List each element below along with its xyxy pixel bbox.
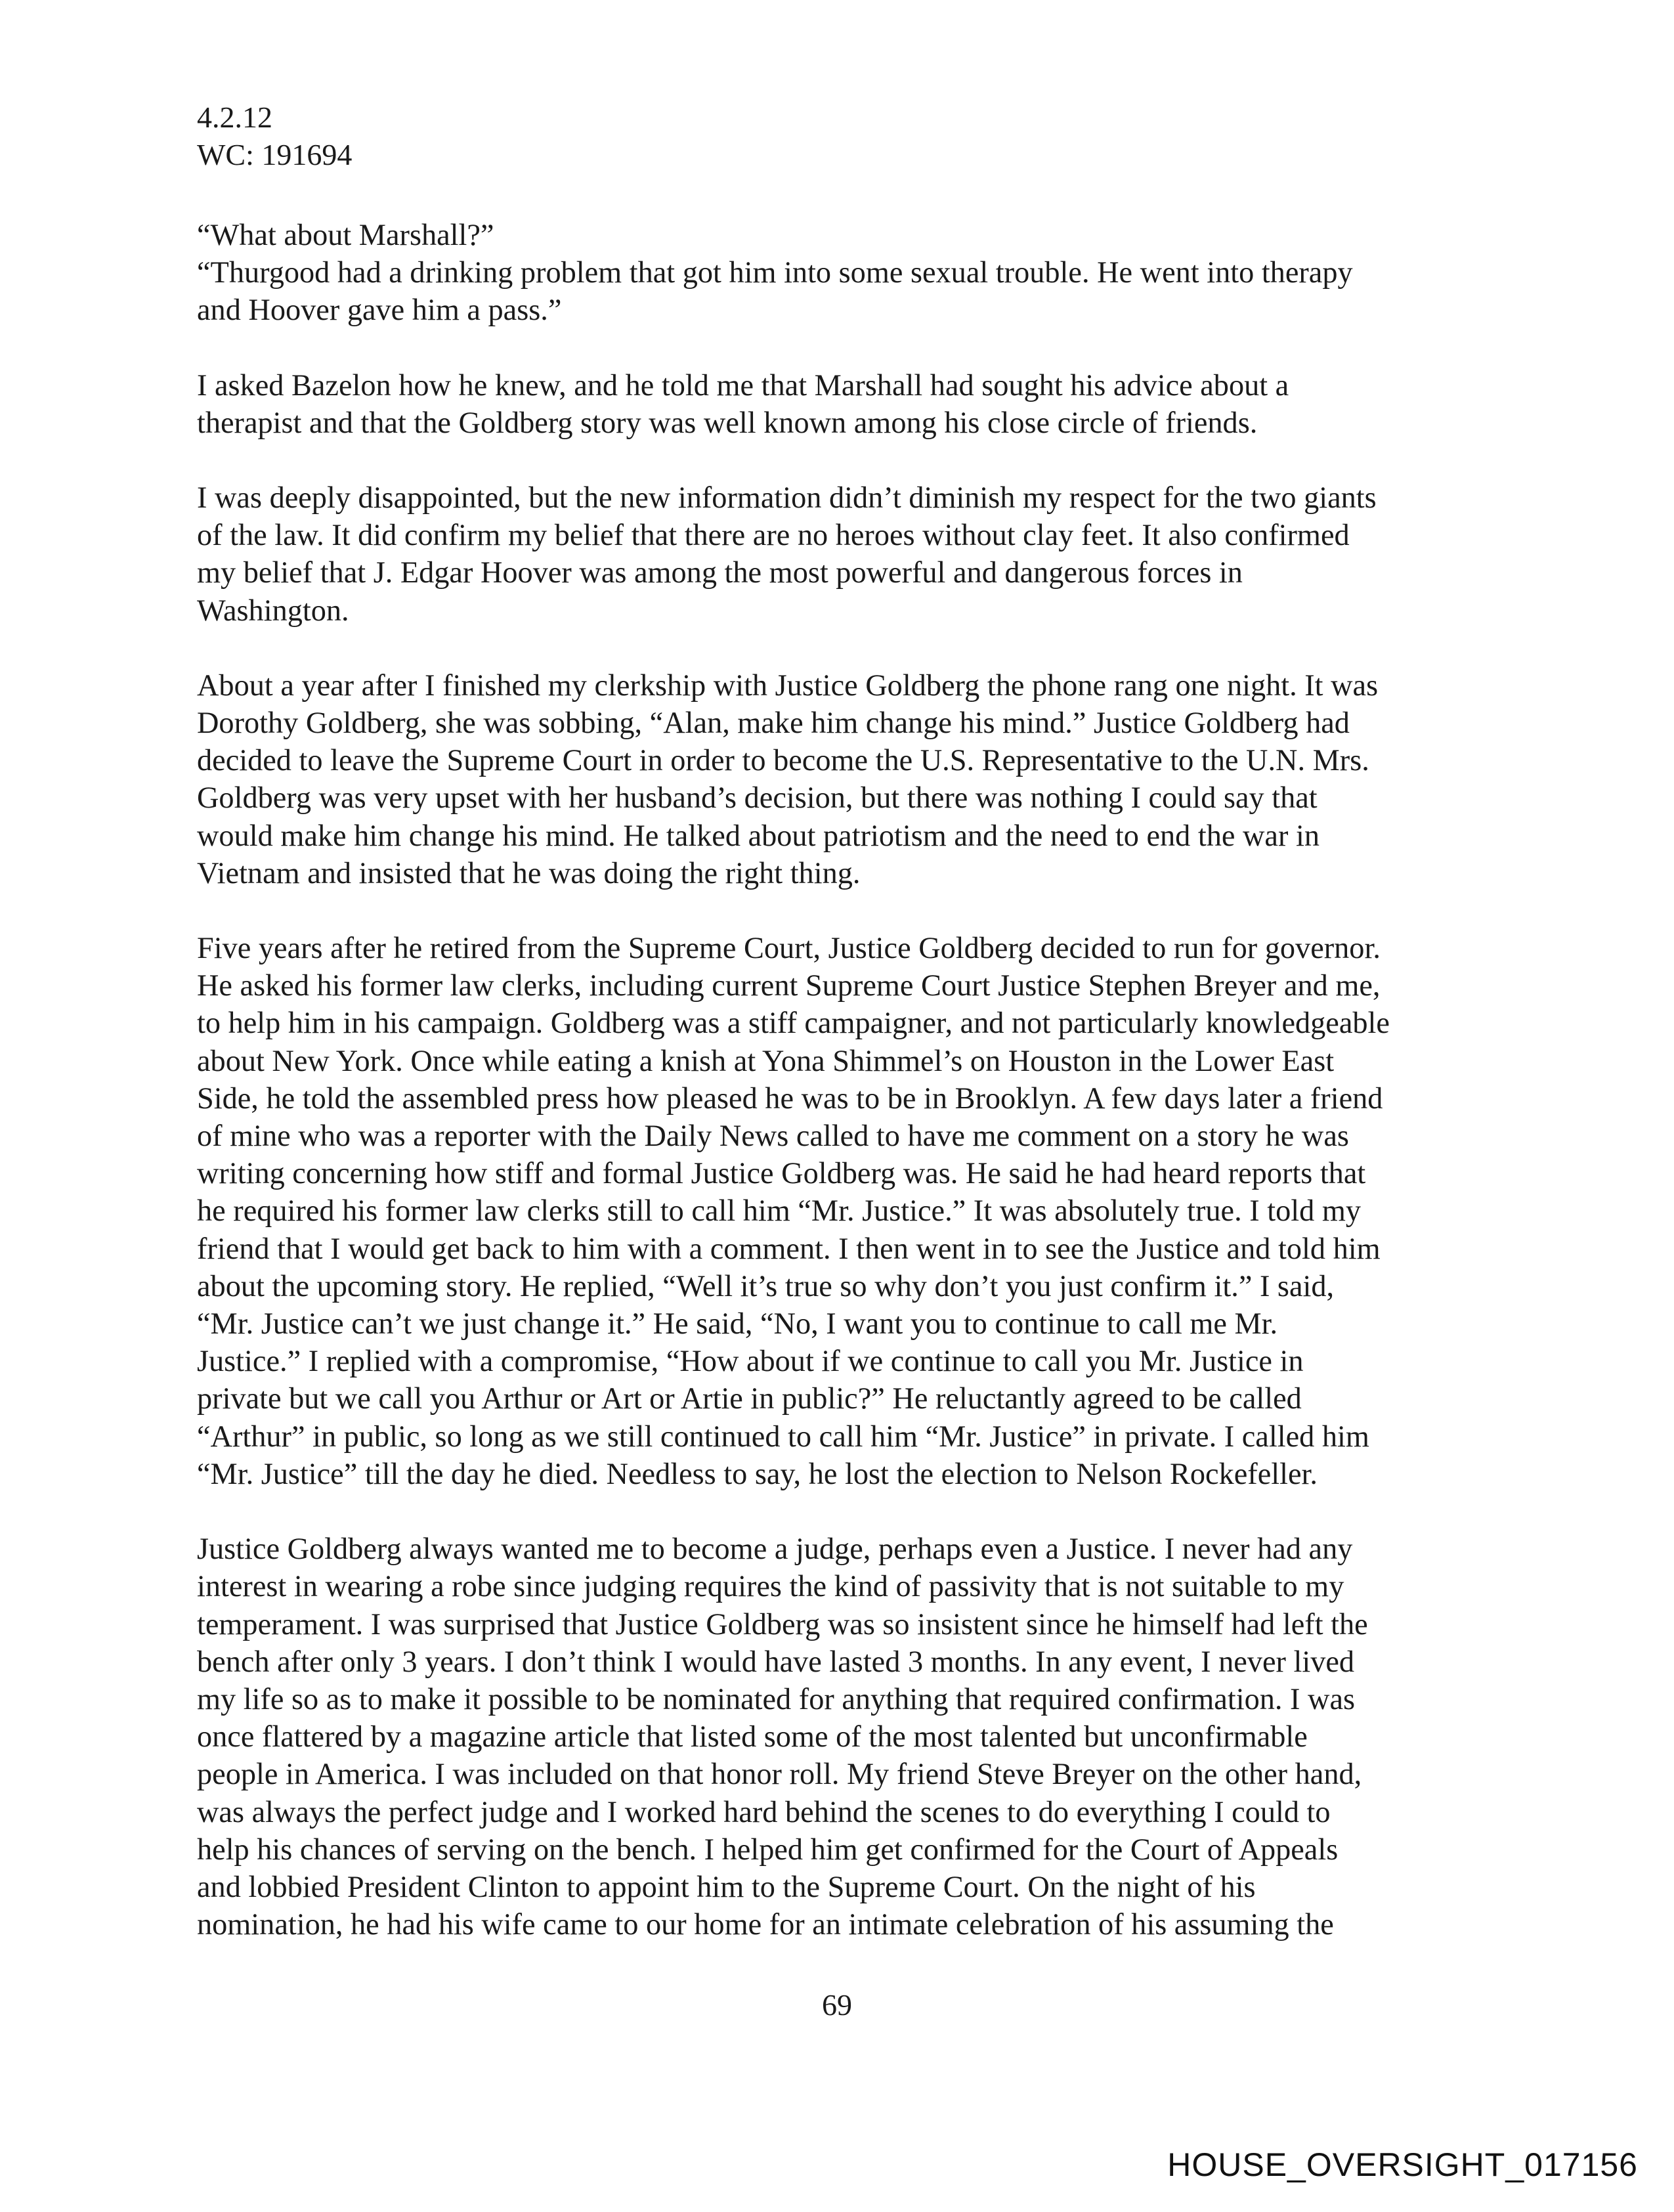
paragraph [197, 1530, 1477, 1943]
text-line: my belief that J. Edgar Hoover was among the most powerful and dangerous forces in [197, 556, 1243, 590]
paragraph [197, 367, 1477, 442]
text-line: Justice Goldberg always wanted me to become a judge, perhaps even a Justice. I never had any [197, 1532, 1353, 1567]
text-line: about the upcoming story. He replied, “Well it’s true so why don’t you just confirm it.” I said, [197, 1269, 1335, 1303]
text-line: was always the perfect judge and I worked hard behind the scenes to do everything I could to [197, 1795, 1331, 1829]
text-line: Washington. [197, 594, 349, 628]
text-line: About a year after I finished my clerkship with Justice Goldberg the phone rang one night. It was [197, 668, 1379, 703]
text-line: “Mr. Justice can’t we just change it.” He said, “No, I want you to continue to call me Mr. [197, 1307, 1278, 1341]
text-line: writing concerning how stiff and formal Justice Goldberg was. He said he had heard reports that [197, 1157, 1366, 1191]
paragraph [197, 479, 1477, 630]
text-line: about New York. Once while eating a knish at Yona Shimmel’s on Houston in the Lower East [197, 1044, 1335, 1078]
text-line: “What about Marshall?” [197, 219, 494, 252]
text-line: of mine who was a reporter with the Daily News called to have me comment on a story he was [197, 1119, 1349, 1154]
text-line: Justice.” I replied with a compromise, “How about if we continue to call you Mr. Justice in [197, 1345, 1304, 1379]
text-line: bench after only 3 years. I don’t think I would have lasted 3 months. In any event, I never lived [197, 1645, 1355, 1679]
text-line: I asked Bazelon how he knew, and he told me that Marshall had sought his advice about a [197, 368, 1289, 402]
document-body [197, 217, 1477, 1981]
text-line: would make him change his mind. He talked about patriotism and the need to end the war in [197, 819, 1320, 853]
text-line: “Arthur” in public, so long as we still continued to call him “Mr. Justice” in private. I called him [197, 1420, 1369, 1454]
text-line: nomination, he had his wife came to our home for an intimate celebration of his assuming the [197, 1908, 1334, 1942]
text-line: help his chances of serving on the bench. I helped him get confirmed for the Court of Appeals [197, 1832, 1339, 1867]
paragraph [197, 667, 1477, 892]
text-line: private but we call you Arthur or Art or Artie in public?” He reluctantly agreed to be called [197, 1382, 1302, 1416]
text-line: “Thurgood had a drinking problem that got him into some sexual trouble. He went into therapy [197, 256, 1353, 290]
text-line: therapist and that the Goldberg story was well known among his close circle of friends. [197, 406, 1258, 440]
text-line: my life so as to make it possible to be nominated for anything that required confirmation. I was [197, 1682, 1356, 1716]
paragraph [197, 930, 1477, 1493]
text-line: people in America. I was included on that honor roll. My friend Steve Breyer on the other hand, [197, 1758, 1362, 1792]
text-line: interest in wearing a robe since judging requires the kind of passivity that is not suitable to my [197, 1570, 1344, 1604]
text-line: decided to leave the Supreme Court in order to become the U.S. Representative to the U.N. Mrs. [197, 744, 1369, 778]
text-line: once flattered by a magazine article that listed some of the most talented but unconfirmable [197, 1720, 1308, 1754]
text-line: to help him in his campaign. Goldberg was a stiff campaigner, and not particularly knowledgeable [197, 1007, 1390, 1041]
draft-date: 4.2.12 [197, 100, 272, 134]
text-line: of the law. It did confirm my belief that there are no heroes without clay feet. It also confirmed [197, 519, 1350, 553]
bates-number: HOUSE_OVERSIGHT_017156 [1167, 2146, 1638, 2183]
text-line: He asked his former law clerks, including current Supreme Court Justice Stephen Breyer and me, [197, 969, 1381, 1003]
text-line: temperament. I was surprised that Justice Goldberg was so insistent since he himself had left the [197, 1607, 1368, 1641]
text-line: “Mr. Justice” till the day he died. Needless to say, he lost the election to Nelson Rockefeller. [197, 1457, 1318, 1491]
text-line: he required his former law clerks still to call him “Mr. Justice.” It was absolutely true. I told my [197, 1194, 1361, 1228]
paragraph [197, 217, 1477, 330]
text-line: friend that I would get back to him with a comment. I then went in to see the Justice and told him [197, 1232, 1381, 1266]
page-number: 69 [822, 1988, 852, 2022]
text-line: and lobbied President Clinton to appoint him to the Supreme Court. On the night of his [197, 1870, 1256, 1904]
text-line: Dorothy Goldberg, she was sobbing, “Alan, make him change his mind.” Justice Goldberg had [197, 706, 1350, 741]
text-line: Five years after he retired from the Supreme Court, Justice Goldberg decided to run for governor. [197, 932, 1381, 966]
text-line: and Hoover gave him a pass.” [197, 293, 562, 328]
text-line: Side, he told the assembled press how pleased he was to be in Brooklyn. A few days later a friend [197, 1081, 1383, 1116]
text-line: Vietnam and insisted that he was doing the right thing. [197, 856, 861, 890]
document-header [197, 98, 352, 173]
text-line: I was deeply disappointed, but the new information didn’t diminish my respect for the two giants [197, 481, 1377, 515]
text-line: Goldberg was very upset with her husband’s decision, but there was nothing I could say that [197, 781, 1318, 815]
word-count: WC: 191694 [197, 138, 353, 171]
